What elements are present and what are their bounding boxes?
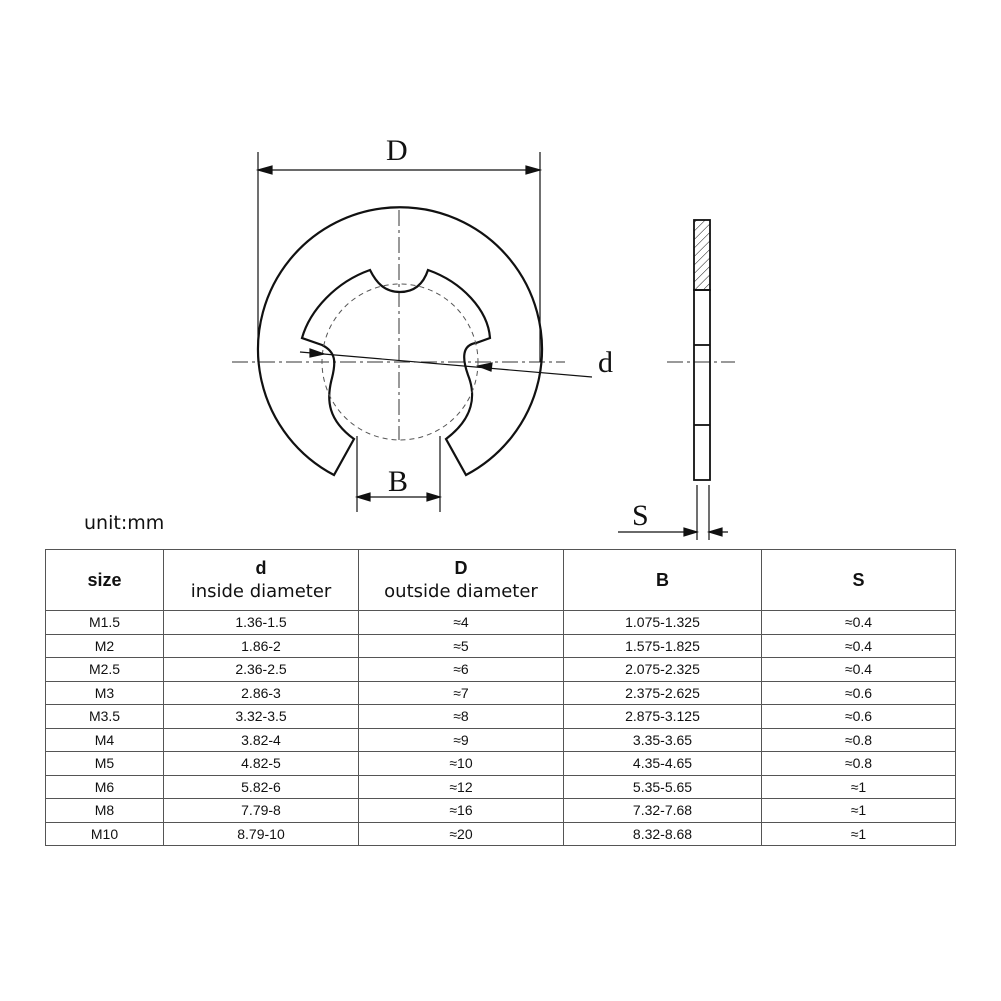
header-d: d inside diameter bbox=[164, 550, 359, 611]
cell-d: 8.79-10 bbox=[164, 822, 359, 846]
header-size: size bbox=[46, 550, 164, 611]
cell-size: M5 bbox=[46, 752, 164, 776]
cell-B: 5.35-5.65 bbox=[564, 775, 762, 799]
cell-D: ≈20 bbox=[359, 822, 564, 846]
e-clip-front-view bbox=[258, 207, 542, 475]
header-D: D outside diameter bbox=[359, 550, 564, 611]
cell-d: 2.86-3 bbox=[164, 681, 359, 705]
cell-S: ≈1 bbox=[762, 775, 956, 799]
table-row bbox=[46, 634, 956, 658]
cell-B: 2.875-3.125 bbox=[564, 705, 762, 729]
table-body bbox=[46, 611, 956, 846]
cell-B: 4.35-4.65 bbox=[564, 752, 762, 776]
cell-D: ≈6 bbox=[359, 658, 564, 682]
cell-d: 3.82-4 bbox=[164, 728, 359, 752]
cell-D: ≈8 bbox=[359, 705, 564, 729]
cell-d: 1.86-2 bbox=[164, 634, 359, 658]
cell-D: ≈5 bbox=[359, 634, 564, 658]
cell-d: 5.82-6 bbox=[164, 775, 359, 799]
cell-d: 7.79-8 bbox=[164, 799, 359, 823]
table-row bbox=[46, 752, 956, 776]
cell-size: M2 bbox=[46, 634, 164, 658]
cell-D: ≈9 bbox=[359, 728, 564, 752]
cell-size: M8 bbox=[46, 799, 164, 823]
cell-S: ≈1 bbox=[762, 822, 956, 846]
cell-B: 2.375-2.625 bbox=[564, 681, 762, 705]
table-row bbox=[46, 611, 956, 635]
table-row bbox=[46, 728, 956, 752]
cell-d: 2.36-2.5 bbox=[164, 658, 359, 682]
table-header-row bbox=[46, 550, 956, 611]
cell-D: ≈7 bbox=[359, 681, 564, 705]
cell-S: ≈0.4 bbox=[762, 611, 956, 635]
cell-D: ≈16 bbox=[359, 799, 564, 823]
cell-S: ≈0.8 bbox=[762, 752, 956, 776]
cell-size: M1.5 bbox=[46, 611, 164, 635]
dimension-d-label: d bbox=[598, 346, 613, 379]
cell-size: M2.5 bbox=[46, 658, 164, 682]
dimension-S-label: S bbox=[632, 499, 649, 532]
cell-B: 3.35-3.65 bbox=[564, 728, 762, 752]
cell-size: M3 bbox=[46, 681, 164, 705]
cell-B: 7.32-7.68 bbox=[564, 799, 762, 823]
cell-S: ≈0.4 bbox=[762, 634, 956, 658]
cell-S: ≈0.6 bbox=[762, 705, 956, 729]
dimension-B-label: B bbox=[388, 465, 409, 498]
cell-d: 1.36-1.5 bbox=[164, 611, 359, 635]
cell-B: 1.075-1.325 bbox=[564, 611, 762, 635]
cell-size: M10 bbox=[46, 822, 164, 846]
dimension-D-label: D bbox=[386, 134, 408, 167]
cell-D: ≈12 bbox=[359, 775, 564, 799]
cell-S: ≈0.4 bbox=[762, 658, 956, 682]
cell-D: ≈4 bbox=[359, 611, 564, 635]
cell-size: M3.5 bbox=[46, 705, 164, 729]
header-S: S bbox=[762, 550, 956, 611]
cell-B: 2.075-2.325 bbox=[564, 658, 762, 682]
table-row bbox=[46, 705, 956, 729]
table-row bbox=[46, 822, 956, 846]
cell-B: 1.575-1.825 bbox=[564, 634, 762, 658]
table-row bbox=[46, 681, 956, 705]
cell-S: ≈1 bbox=[762, 799, 956, 823]
cell-D: ≈10 bbox=[359, 752, 564, 776]
unit-label: unit:mm bbox=[84, 512, 165, 534]
cell-B: 8.32-8.68 bbox=[564, 822, 762, 846]
e-clip-side-view bbox=[694, 220, 710, 480]
header-B: B bbox=[564, 550, 762, 611]
cell-S: ≈0.6 bbox=[762, 681, 956, 705]
spec-table bbox=[45, 549, 956, 846]
dimension-d bbox=[300, 349, 592, 377]
cell-d: 4.82-5 bbox=[164, 752, 359, 776]
table-row bbox=[46, 799, 956, 823]
cell-S: ≈0.8 bbox=[762, 728, 956, 752]
table-row bbox=[46, 658, 956, 682]
cell-size: M4 bbox=[46, 728, 164, 752]
cell-size: M6 bbox=[46, 775, 164, 799]
table-row bbox=[46, 775, 956, 799]
cell-d: 3.32-3.5 bbox=[164, 705, 359, 729]
